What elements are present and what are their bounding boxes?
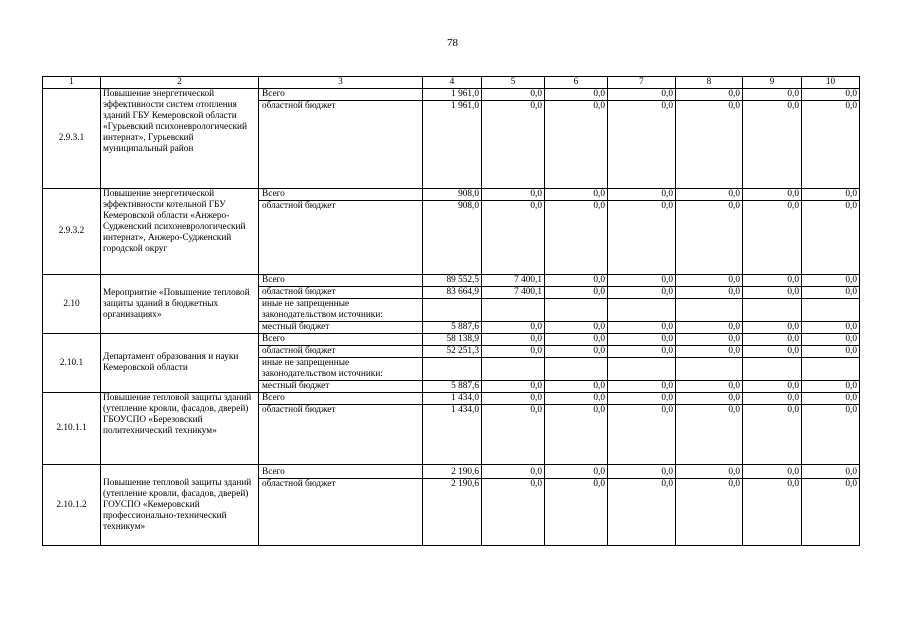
value-cell: 0,0 xyxy=(608,346,676,358)
value-cell: 0,0 xyxy=(743,346,802,358)
value-cell xyxy=(676,358,743,381)
value-cell: 0,0 xyxy=(545,479,608,546)
value-cell: 0,0 xyxy=(743,322,802,334)
column-number: 7 xyxy=(608,77,676,89)
value-cell: 0,0 xyxy=(608,334,676,346)
source-label-total: Всего xyxy=(259,393,423,405)
value-cell: 0,0 xyxy=(743,465,802,479)
value-cell: 0,0 xyxy=(676,393,743,405)
column-number: 5 xyxy=(482,77,545,89)
value-cell: 5 887,6 xyxy=(423,381,482,393)
value-cell: 0,0 xyxy=(802,189,860,201)
value-cell: 0,0 xyxy=(743,189,802,201)
value-cell: 2 190,6 xyxy=(423,479,482,546)
value-cell: 908,0 xyxy=(423,189,482,201)
value-cell: 0,0 xyxy=(743,405,802,465)
source-label-other xyxy=(259,299,423,322)
value-cell: 0,0 xyxy=(482,346,545,358)
value-cell: 0,0 xyxy=(482,479,545,546)
value-cell xyxy=(545,358,608,381)
value-cell: 0,0 xyxy=(802,405,860,465)
value-cell: 0,0 xyxy=(482,189,545,201)
column-number: 3 xyxy=(259,77,423,89)
value-cell: 0,0 xyxy=(608,405,676,465)
value-cell: 0,0 xyxy=(802,101,860,189)
other-line-1: иные не запрещенные xyxy=(262,299,350,309)
value-cell: 0,0 xyxy=(482,393,545,405)
value-cell: 0,0 xyxy=(676,89,743,101)
value-cell: 83 664,9 xyxy=(423,287,482,299)
value-cell: 1 961,0 xyxy=(423,101,482,189)
source-label-regional: областной бюджет xyxy=(259,346,423,358)
value-cell: 0,0 xyxy=(802,89,860,101)
column-number: 1 xyxy=(43,77,101,89)
value-cell: 0,0 xyxy=(608,381,676,393)
value-cell: 5 887,6 xyxy=(423,322,482,334)
value-cell: 0,0 xyxy=(608,189,676,201)
value-cell: 0,0 xyxy=(608,101,676,189)
column-number: 6 xyxy=(545,77,608,89)
column-number: 4 xyxy=(423,77,482,89)
page-number: 78 xyxy=(447,37,458,49)
source-label-local: местный бюджет xyxy=(259,322,423,334)
value-cell: 0,0 xyxy=(482,201,545,275)
value-cell: 0,0 xyxy=(608,322,676,334)
source-label-regional: областной бюджет xyxy=(259,101,423,189)
row-code: 2.10 xyxy=(43,275,101,334)
value-cell: 0,0 xyxy=(743,381,802,393)
source-label-total: Всего xyxy=(259,465,423,479)
value-cell: 0,0 xyxy=(676,465,743,479)
value-cell: 0,0 xyxy=(743,275,802,287)
value-cell: 0,0 xyxy=(802,201,860,275)
value-cell xyxy=(482,299,545,322)
value-cell: 0,0 xyxy=(743,393,802,405)
value-cell: 0,0 xyxy=(802,393,860,405)
value-cell: 0,0 xyxy=(802,322,860,334)
value-cell: 0,0 xyxy=(743,334,802,346)
table-row xyxy=(43,393,860,405)
source-label-other xyxy=(259,358,423,381)
value-cell xyxy=(482,358,545,381)
value-cell: 0,0 xyxy=(676,322,743,334)
row-code: 2.10.1 xyxy=(43,334,101,393)
value-cell: 0,0 xyxy=(802,334,860,346)
value-cell: 0,0 xyxy=(482,101,545,189)
source-label-total: Всего xyxy=(259,189,423,201)
table-body xyxy=(43,77,860,546)
value-cell: 0,0 xyxy=(676,287,743,299)
value-cell: 0,0 xyxy=(802,465,860,479)
value-cell: 0,0 xyxy=(482,405,545,465)
value-cell: 58 138,9 xyxy=(423,334,482,346)
value-cell: 0,0 xyxy=(482,381,545,393)
row-code: 2.9.3.1 xyxy=(43,89,101,189)
value-cell: 1 961,0 xyxy=(423,89,482,101)
row-name: Повышение тепловой защиты зданий (утепление кровли, фасадов, дверей) ГОУСПО «Кемеровский профессионально-технический техникум» xyxy=(101,465,259,546)
value-cell: 0,0 xyxy=(608,201,676,275)
source-label-regional: областной бюджет xyxy=(259,405,423,465)
value-cell: 0,0 xyxy=(482,465,545,479)
value-cell: 0,0 xyxy=(802,287,860,299)
value-cell: 0,0 xyxy=(545,465,608,479)
value-cell: 0,0 xyxy=(676,479,743,546)
value-cell: 1 434,0 xyxy=(423,393,482,405)
value-cell: 7 400,1 xyxy=(482,287,545,299)
value-cell: 0,0 xyxy=(545,346,608,358)
value-cell: 0,0 xyxy=(608,393,676,405)
value-cell: 0,0 xyxy=(743,101,802,189)
value-cell: 7 400,1 xyxy=(482,275,545,287)
other-line-2: законодательством источники: xyxy=(262,369,383,379)
column-number: 10 xyxy=(802,77,860,89)
table-row xyxy=(43,334,860,346)
value-cell: 0,0 xyxy=(802,381,860,393)
source-label-local: местный бюджет xyxy=(259,381,423,393)
value-cell: 0,0 xyxy=(743,89,802,101)
row-name: Повышение энергетической эффективности котельной ГБУ Кемеровской области «Анжеро-Судженский психоневрологический интернат», Анжеро-Судженский городской округ xyxy=(101,189,259,275)
row-name: Повышение тепловой защиты зданий (утепление кровли, фасадов, дверей) ГБОУСПО «Березовский политехнический техникум» xyxy=(101,393,259,465)
other-line-1: иные не запрещенные xyxy=(262,358,350,368)
column-number: 9 xyxy=(743,77,802,89)
value-cell: 0,0 xyxy=(743,479,802,546)
value-cell: 0,0 xyxy=(608,465,676,479)
value-cell: 0,0 xyxy=(545,405,608,465)
value-cell: 0,0 xyxy=(545,101,608,189)
value-cell: 52 251,3 xyxy=(423,346,482,358)
value-cell: 0,0 xyxy=(545,189,608,201)
value-cell: 0,0 xyxy=(743,201,802,275)
value-cell: 908,0 xyxy=(423,201,482,275)
table-row xyxy=(43,275,860,287)
source-label-regional: областной бюджет xyxy=(259,287,423,299)
other-line-2: законодательством источники: xyxy=(262,310,383,320)
row-name: Мероприятие «Повышение тепловой защиты зданий в бюджетных организациях» xyxy=(101,275,259,334)
value-cell: 0,0 xyxy=(545,275,608,287)
value-cell xyxy=(802,299,860,322)
value-cell: 0,0 xyxy=(545,381,608,393)
source-label-total: Всего xyxy=(259,89,423,101)
value-cell: 0,0 xyxy=(545,287,608,299)
value-cell: 0,0 xyxy=(676,201,743,275)
value-cell: 0,0 xyxy=(545,89,608,101)
source-label-total: Всего xyxy=(259,275,423,287)
value-cell: 0,0 xyxy=(802,479,860,546)
value-cell xyxy=(743,299,802,322)
value-cell: 0,0 xyxy=(545,334,608,346)
value-cell: 0,0 xyxy=(743,287,802,299)
value-cell: 0,0 xyxy=(676,189,743,201)
source-label-regional: областной бюджет xyxy=(259,479,423,546)
value-cell: 0,0 xyxy=(482,322,545,334)
value-cell: 0,0 xyxy=(608,89,676,101)
row-code: 2.10.1.1 xyxy=(43,393,101,465)
source-label-regional: областной бюджет xyxy=(259,201,423,275)
row-name: Департамент образования и науки Кемеровской области xyxy=(101,334,259,393)
column-number: 8 xyxy=(676,77,743,89)
value-cell: 0,0 xyxy=(482,89,545,101)
value-cell: 0,0 xyxy=(545,322,608,334)
value-cell: 0,0 xyxy=(676,334,743,346)
value-cell: 0,0 xyxy=(608,287,676,299)
value-cell: 1 434,0 xyxy=(423,405,482,465)
budget-table xyxy=(42,76,860,546)
value-cell xyxy=(676,299,743,322)
row-name: Повышение энергетической эффективности систем отопления зданий ГБУ Кемеровской области «Гурьевский психоневрологический интернат», Гурьевский муниципальный район xyxy=(101,89,259,189)
value-cell xyxy=(743,358,802,381)
value-cell: 0,0 xyxy=(482,334,545,346)
value-cell xyxy=(608,358,676,381)
value-cell: 89 552,5 xyxy=(423,275,482,287)
value-cell: 0,0 xyxy=(608,275,676,287)
value-cell xyxy=(545,299,608,322)
value-cell: 0,0 xyxy=(545,393,608,405)
value-cell: 0,0 xyxy=(676,405,743,465)
value-cell xyxy=(423,358,482,381)
value-cell: 0,0 xyxy=(676,101,743,189)
value-cell: 0,0 xyxy=(802,346,860,358)
value-cell: 0,0 xyxy=(676,381,743,393)
value-cell xyxy=(802,358,860,381)
column-number: 2 xyxy=(101,77,259,89)
value-cell: 2 190,6 xyxy=(423,465,482,479)
table-row xyxy=(43,189,860,201)
table-row xyxy=(43,89,860,101)
value-cell: 0,0 xyxy=(676,346,743,358)
value-cell: 0,0 xyxy=(608,479,676,546)
column-number-row xyxy=(43,77,860,89)
row-code: 2.10.1.2 xyxy=(43,465,101,546)
value-cell xyxy=(423,299,482,322)
value-cell: 0,0 xyxy=(676,275,743,287)
value-cell: 0,0 xyxy=(802,275,860,287)
row-code: 2.9.3.2 xyxy=(43,189,101,275)
table-row xyxy=(43,465,860,479)
source-label-total: Всего xyxy=(259,334,423,346)
value-cell: 0,0 xyxy=(545,201,608,275)
value-cell xyxy=(608,299,676,322)
